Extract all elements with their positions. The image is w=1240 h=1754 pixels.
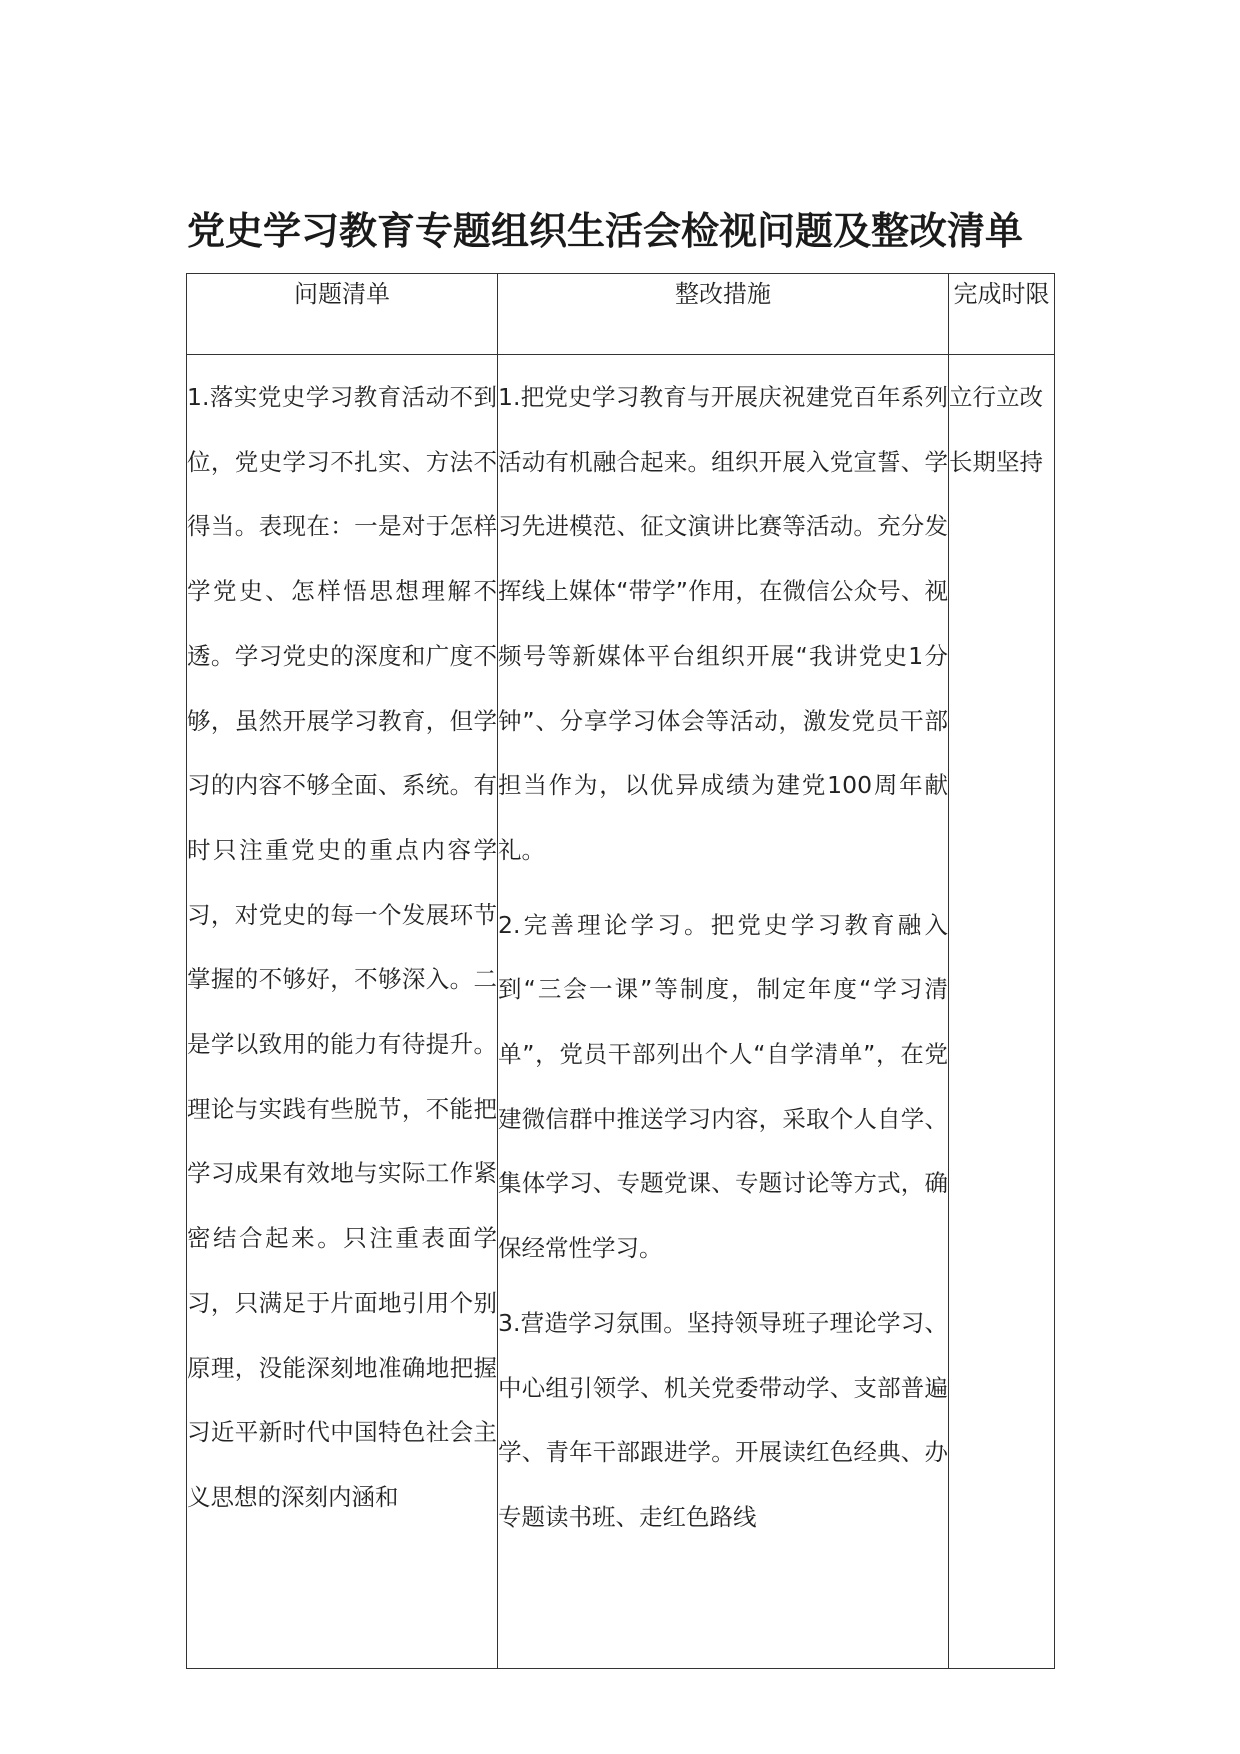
rectification-table — [186, 273, 1055, 1669]
header-measures: 整改措施 — [498, 274, 949, 355]
header-problem-list: 问题清单 — [187, 274, 498, 355]
measure-item-2: 2.完善理论学习。把党史学习教育融入到“三会一课”等制度，制定年度“学习清单”，党员干部列出个人“自学清单”，在党建微信群中推送学习内容，采取个人自学、集体学习、专题党课、专题讨论等方式，确保经常性学习。 — [498, 910, 948, 1263]
problem-text: 1.落实党史学习教育活动不到位，党史学习不扎实、方法不得当。表现在：一是对于怎样学党史、怎样悟思想理解不透。学习党史的深度和广度不够，虽然开展学习教育，但学习的内容不够全面、系统。有时只注重党史的重点内容学习，对党史的每一个发展环节掌握的不够好，不够深入。二是学以致用的能力有待提升。理论与实践有些脱节，不能把学习成果有效地与实际工作紧密结合起来。只注重表面学习，只满足于片面地引用个别原理，没能深刻地准确地把握习近平新时代中国特色社会主义思想的深刻内涵和 — [187, 383, 497, 1511]
table-header-row — [187, 274, 1055, 355]
header-deadline: 完成时限 — [949, 274, 1055, 355]
document-title: 党史学习教育专题组织生活会检视问题及整改清单 — [187, 208, 1024, 253]
measure-item-3: 3.营造学习氛围。坚持领导班子理论学习、中心组引领学、机关党委带动学、支部普遍学、青年干部跟进学。开展读红色经典、办专题读书班、走红色路线 — [498, 1308, 948, 1531]
problem-cell — [187, 355, 498, 1669]
table-row — [187, 355, 1055, 1669]
measure-cell — [498, 355, 949, 1669]
deadline-cell — [949, 355, 1055, 1669]
deadline-text: 立行立改长期坚持 — [949, 383, 1043, 476]
measure-item-1: 1.把党史学习教育与开展庆祝建党百年系列活动有机融合起来。组织开展入党宣誓、学习先进模范、征文演讲比赛等活动。充分发挥线上媒体“带学”作用，在微信公众号、视频号等新媒体平台组织开展“我讲党史1分钟”、分享学习体会等活动，激发党员干部担当作为，以优异成绩为建党100周年献礼。 — [498, 383, 948, 864]
